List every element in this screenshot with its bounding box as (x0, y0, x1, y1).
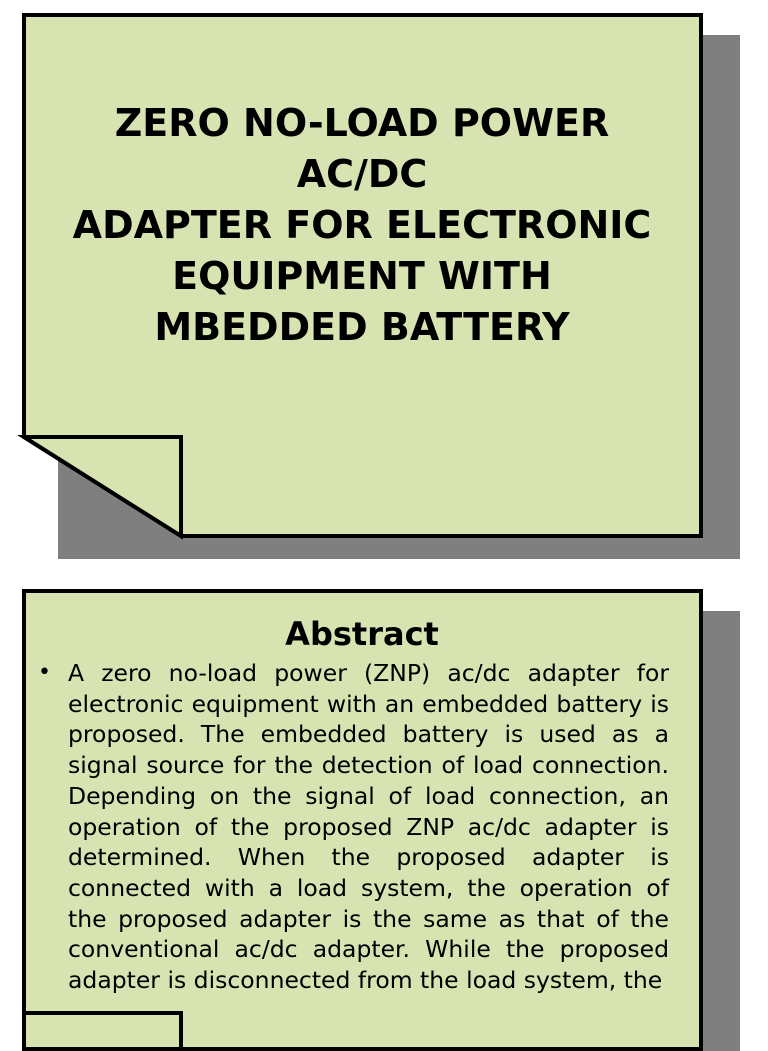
title-note-fold (24, 437, 181, 536)
document-title: ZERO NO-LOAD POWER AC/DC ADAPTER FOR ELECTRONIC EQUIPMENT WITH MBEDDED BATTERY (72, 100, 652, 349)
abstract-heading: Abstract (285, 615, 439, 653)
abstract-body: A zero no-load power (ZNP) ac/dc adapter for electronic equipment with an embedded battery is proposed. The embedded battery is used as a signal source for the detection of load connection. Depending on the signal of load connection, an operation of the proposed ZNP ac/dc adapter is determined. When the proposed adapter is connected with a load system, the operation of the proposed adapter is the same as that of the conventional ac/dc adapter. While the proposed adapter is disconnected from the load system, the (68, 659, 669, 995)
abstract-note (22, 589, 740, 1049)
bullet-icon: • (38, 660, 51, 685)
abstract-note-fold (24, 1013, 181, 1049)
title-note (22, 13, 740, 559)
